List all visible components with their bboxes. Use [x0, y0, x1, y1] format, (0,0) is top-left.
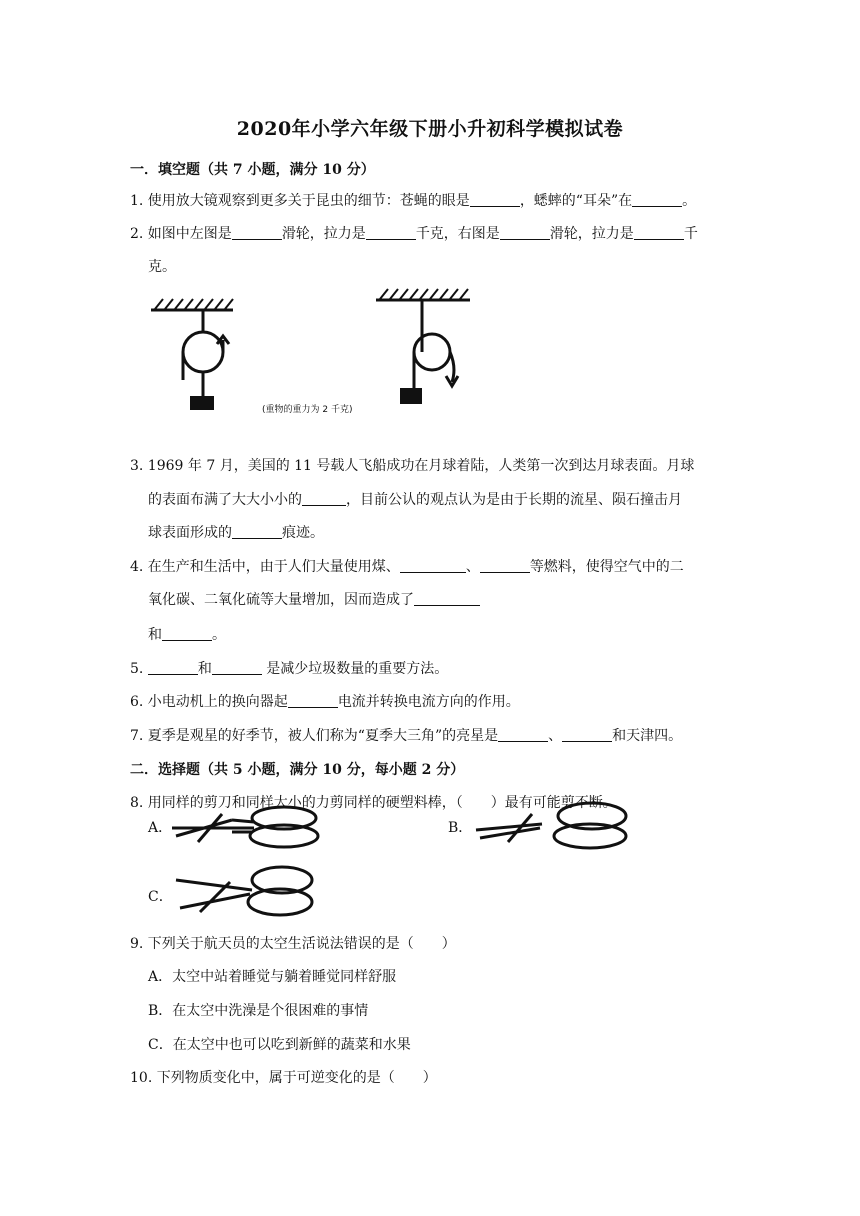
answer-blank[interactable] [498, 727, 548, 742]
pulley-figure [145, 290, 385, 420]
question-4-line-2 [148, 590, 480, 610]
question-8: 8. 用同样的剪刀和同样大小的力剪同样的硬塑料棒，（ ）最有可能剪不断。 [130, 795, 617, 811]
question-4 [130, 557, 684, 577]
question-3-line-3 [148, 523, 324, 543]
q6-text-b: 电流并转换电流方向的作用。 [337, 694, 520, 710]
answer-blank[interactable] [414, 591, 480, 606]
answer-blank[interactable] [400, 558, 466, 573]
q4-text-c: 等燃料，使得空气中的二 [529, 559, 684, 575]
question-1 [130, 191, 696, 211]
question-3: 3. 1969 年 7 月，美国的 11 号载人飞船成功在月球着陆，人类第一次到达月球表面。月球 [130, 458, 695, 474]
q4-text-e: 和 [148, 627, 162, 643]
answer-blank[interactable] [162, 626, 212, 641]
question-9: 9. 下列关于航天员的太空生活说法错误的是（ ） [130, 936, 456, 952]
q7-text-b: 、 [548, 728, 563, 744]
weight-block [190, 396, 214, 410]
q2-text-a: 2. 如图中左图是 [130, 226, 232, 242]
scissors-icon [472, 798, 642, 854]
question-3-line-2 [148, 490, 682, 510]
option-b-label[interactable]: B． [448, 820, 473, 836]
section-choice-header: 二．选择题（共 5 小题，满分 10 分，每小题 2 分） [130, 762, 465, 778]
question-5 [130, 659, 448, 679]
answer-blank[interactable] [470, 192, 520, 207]
q2-text-b: 滑轮，拉力是 [281, 226, 366, 242]
q9-option-c[interactable]: C．在太空中也可以吃到新鲜的蔬菜和水果 [148, 1037, 411, 1053]
answer-blank[interactable] [232, 524, 282, 539]
question-4-line-3 [148, 625, 226, 645]
answer-blank[interactable] [500, 225, 550, 240]
weight-block [400, 388, 422, 404]
answer-blank[interactable] [288, 693, 338, 708]
scissors-icon [172, 802, 332, 852]
q4-text-b: 、 [465, 559, 480, 575]
scissors-icon [172, 860, 322, 922]
q9-option-b[interactable]: B．在太空中洗澡是个很困难的事情 [148, 1003, 369, 1019]
q3-text-a: 的表面布满了大大小小的 [148, 492, 302, 508]
question-2 [130, 224, 698, 244]
option-c-label[interactable]: C． [148, 889, 173, 905]
q6-text-a: 6. 小电动机上的换向器起 [130, 694, 288, 710]
question-6 [130, 692, 520, 712]
q7-text-a: 7. 夏季是观星的好季节，被人们称为“夏季大三角”的亮星是 [130, 728, 499, 744]
q7-text-c: 和天津四。 [612, 728, 683, 744]
page-title: 2020年小学六年级下册小升初科学模拟试卷 [236, 118, 624, 140]
answer-blank[interactable] [632, 192, 682, 207]
question-10: 10. 下列物质变化中，属于可逆变化的是（ ） [130, 1070, 437, 1086]
option-a-label[interactable]: A． [148, 820, 173, 836]
q2-text-e: 千 [683, 226, 698, 242]
figure-caption: (重物的重力为 2 千克) [262, 405, 353, 415]
q5-text-a: 5. [130, 661, 148, 677]
q4-text-a: 4. 在生产和生活中，由于人们大量使用煤、 [130, 559, 400, 575]
answer-blank[interactable] [480, 558, 530, 573]
q1-text-a: 1. 使用放大镜观察到更多关于昆虫的细节：苍蝇的眼是 [130, 193, 470, 209]
q2-text-d: 滑轮，拉力是 [549, 226, 634, 242]
answer-blank[interactable] [366, 225, 416, 240]
q2-text-c: 千克，右图是 [415, 226, 500, 242]
q1-text-c: 。 [682, 193, 697, 209]
movable-pulley-icon [376, 289, 470, 390]
q4-text-f: 。 [212, 627, 226, 643]
q3-text-d: 痕迹。 [282, 525, 324, 541]
question-7 [130, 726, 682, 746]
section-fill-in-header: 一．填空题（共 7 小题，满分 10 分） [130, 162, 375, 178]
answer-blank[interactable] [232, 225, 282, 240]
answer-blank[interactable] [634, 225, 684, 240]
q9-option-a[interactable]: A．太空中站着睡觉与躺着睡觉同样舒服 [148, 969, 397, 985]
answer-blank[interactable] [212, 660, 262, 675]
q2-continuation: 克。 [148, 259, 176, 275]
pulley-figure-right [370, 286, 480, 416]
q5-text-c: 是减少垃圾数量的重要方法。 [261, 661, 449, 677]
fixed-pulley-icon [151, 299, 233, 396]
q3-text-b: ，目前公认的观点认为是由于长期的流星、陨石撞击月 [346, 492, 682, 508]
answer-blank[interactable] [302, 491, 346, 506]
q3-text-c: 球表面形成的 [148, 525, 232, 541]
q5-text-b: 和 [197, 661, 212, 677]
q1-text-b: ，蟋蟀的“耳朵”在 [519, 193, 633, 209]
q4-text-d: 氧化碳、二氧化硫等大量增加，因而造成了 [148, 592, 414, 608]
answer-blank[interactable] [148, 660, 198, 675]
answer-blank[interactable] [562, 727, 612, 742]
